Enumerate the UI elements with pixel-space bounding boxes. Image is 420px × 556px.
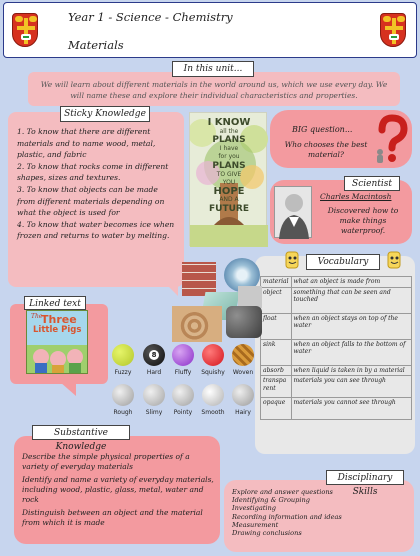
property-label: Smooth bbox=[201, 409, 225, 416]
eight-ball-number: 8 bbox=[149, 350, 159, 360]
book-title-line: The bbox=[31, 313, 43, 320]
three-little-pigs-cover bbox=[26, 310, 88, 374]
vocab-term: float bbox=[261, 313, 292, 339]
eight-ball-image bbox=[143, 344, 165, 366]
book-line: all the bbox=[219, 127, 239, 135]
scientist-label: Scientist bbox=[344, 176, 400, 191]
substantive-knowledge-panel bbox=[14, 436, 220, 544]
pointy-ball-image bbox=[172, 384, 194, 406]
skill-item: Explore and answer questions bbox=[232, 488, 333, 496]
vocabulary-panel bbox=[255, 256, 415, 454]
property-label: Squishy bbox=[201, 369, 225, 376]
skill-item: Recording information and ideas bbox=[232, 512, 342, 521]
table-row bbox=[261, 376, 412, 398]
property-label: Fluffy bbox=[174, 369, 192, 376]
rough-ball-image bbox=[112, 384, 134, 406]
book-title-line: Three bbox=[41, 313, 77, 326]
book-title-line: Little Pigs bbox=[33, 325, 82, 335]
book-line: YOU bbox=[222, 179, 236, 187]
question-mark-icon bbox=[374, 114, 408, 164]
sticky-knowledge-label: Sticky Knowledge bbox=[60, 106, 150, 122]
page-subtitle: Materials bbox=[68, 38, 124, 52]
property-label: Hard bbox=[146, 369, 162, 376]
table-row bbox=[261, 277, 412, 288]
vocab-definition: materials you cannot see through bbox=[291, 398, 411, 420]
scientist-text: Discovered how to make things waterproof. bbox=[327, 206, 399, 235]
hairy-ball-image bbox=[232, 384, 254, 406]
vocab-definition: materials you can see through bbox=[291, 376, 411, 398]
scientist-name: Charles Macintosh bbox=[320, 192, 392, 201]
pencil-character-icon bbox=[282, 250, 304, 272]
vocab-term: sink bbox=[261, 339, 292, 365]
school-crest-icon bbox=[12, 13, 38, 47]
sticky-item: 1. To know that there are different materials and to name wood, metal, plastic, and fabric bbox=[17, 127, 156, 160]
substantive-item: Describe the simple physical properties of a variety of everyday materials bbox=[22, 452, 190, 471]
book-line: I have bbox=[219, 144, 239, 152]
property-label: Fuzzy bbox=[114, 369, 132, 376]
disciplinary-skills-label: Disciplinary Skills bbox=[326, 470, 404, 485]
book-line: TO GIVE bbox=[216, 170, 242, 178]
speech-tail bbox=[160, 278, 178, 296]
linked-text-label: Linked text bbox=[24, 296, 86, 310]
smooth-ball-image bbox=[202, 384, 224, 406]
fabric-image bbox=[238, 286, 262, 308]
book-line: I KNOW bbox=[207, 117, 251, 128]
vocab-definition: what an object is made from bbox=[291, 277, 411, 288]
table-row bbox=[261, 398, 412, 420]
page-title: Year 1 - Science - Chemistry bbox=[68, 10, 233, 24]
big-question-title: BIG question... bbox=[292, 125, 353, 134]
table-row bbox=[261, 365, 412, 376]
brick-image bbox=[182, 262, 216, 296]
pigs-illustration bbox=[27, 335, 89, 375]
intro-label: In this unit... bbox=[172, 61, 254, 77]
vocab-term: opaque bbox=[261, 398, 292, 420]
squishy-ball-image bbox=[202, 344, 224, 366]
vocab-definition: when an object falls to the bottom of water bbox=[291, 339, 411, 365]
tennis-ball-image bbox=[112, 344, 134, 366]
table-row bbox=[261, 313, 412, 339]
book-line: AND A bbox=[219, 196, 239, 204]
big-question-panel bbox=[270, 110, 412, 168]
skill-item: Identifying & Grouping bbox=[232, 496, 310, 505]
vocab-term: object bbox=[261, 287, 292, 313]
book-cover-image bbox=[189, 112, 267, 246]
wood-image bbox=[172, 306, 222, 342]
skill-item: Measurement bbox=[232, 520, 279, 529]
book-line: FUTURE bbox=[209, 203, 249, 214]
school-crest-icon bbox=[380, 13, 406, 47]
book-line: HOPE bbox=[213, 185, 245, 197]
header-banner bbox=[3, 2, 417, 58]
intro-text: We will learn about different materials in the world around us, which we use every day. We will name these and explore their individual characteristics and properties. bbox=[40, 80, 388, 100]
book-line: for you bbox=[218, 153, 240, 161]
substantive-knowledge-label: Substantive Knowledge bbox=[32, 425, 130, 440]
intro-panel bbox=[28, 72, 400, 106]
woven-ball-image bbox=[232, 344, 254, 366]
skill-item: Drawing conclusions bbox=[232, 529, 302, 538]
skill-item: Investigating bbox=[232, 504, 276, 513]
pencil-character-icon bbox=[384, 250, 406, 272]
big-question-text: Who chooses the best material? bbox=[284, 140, 368, 159]
portrait-icon bbox=[275, 187, 313, 239]
sticky-item: 4. To know that water becomes ice when frozen and returns to water by melting. bbox=[17, 219, 175, 241]
vocabulary-table bbox=[260, 276, 412, 420]
vocabulary-label: Vocabulary bbox=[306, 254, 380, 270]
property-label: Woven bbox=[232, 369, 254, 376]
speech-tail bbox=[60, 382, 76, 396]
book-line: PLANS bbox=[212, 160, 246, 171]
vocab-definition: something that can be seen and touched bbox=[291, 287, 411, 313]
table-row bbox=[261, 287, 412, 313]
fluffy-ball-image bbox=[172, 344, 194, 366]
vocab-term: absorb bbox=[261, 365, 292, 376]
vocab-definition: when an object stays on top of the water bbox=[291, 313, 411, 339]
property-label: Pointy bbox=[173, 409, 193, 416]
property-label: Slimy bbox=[145, 409, 163, 416]
slimy-ball-image bbox=[143, 384, 165, 406]
vocab-definition: when liquid is taken in by a material bbox=[291, 365, 411, 376]
metal-image bbox=[226, 306, 262, 338]
scientist-portrait bbox=[274, 186, 312, 238]
substantive-item: Distinguish between an object and the material from which it is made bbox=[22, 508, 203, 527]
book-line: PLANS bbox=[212, 135, 246, 146]
sticky-knowledge-panel bbox=[8, 112, 184, 287]
disciplinary-skills-panel bbox=[224, 480, 414, 552]
substantive-item: Identify and name a variety of everyday materials, including wood, plastic, glass, metal, water and rock bbox=[22, 475, 214, 504]
table-row bbox=[261, 339, 412, 365]
vocab-term: transparent bbox=[261, 376, 292, 398]
property-label: Hairy bbox=[235, 409, 251, 416]
sticky-item: 3. To know that objects can be made from different materials depending on what the object is used for bbox=[17, 184, 165, 218]
sticky-item: 2. To know that rocks come in different shapes, sizes and textures. bbox=[17, 161, 169, 183]
property-label: Rough bbox=[113, 409, 133, 416]
vocab-term: material bbox=[261, 277, 292, 288]
